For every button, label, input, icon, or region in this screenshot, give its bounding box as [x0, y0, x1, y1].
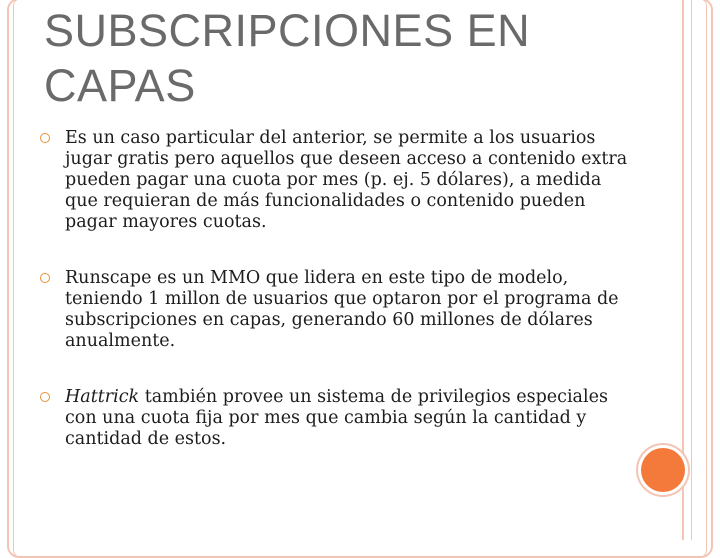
- bullet-list: [40, 128, 630, 450]
- bullet-item: [40, 387, 630, 450]
- bullet-text: Es un caso particular del anterior, se permite a los usuarios jugar gratis pero aquellos que deseen acceso a contenido extra pueden pagar una cuota por mes (p. ej. 5 dólares), a medida que requieran de más funcionalidades o contenido pueden pagar mayores cuotas.: [65, 128, 628, 232]
- bullet-emphasis: Hattrick: [65, 387, 140, 407]
- circle-bullet-icon: [40, 392, 50, 402]
- circle-bullet-icon: [40, 133, 50, 143]
- bullet-text: también provee un sistema de privilegios especiales con una cuota fija por mes que cambia según la cantidad y cantidad de estos.: [65, 387, 608, 449]
- bullet-text: Runscape es un MMO que lidera en este tipo de modelo, teniendo 1 millon de usuarios que optaron por el programa de subscripciones en capas, generando 60 millones de dólares anualmente.: [65, 268, 619, 351]
- right-border-line-thin: [691, 0, 692, 540]
- accent-circle-icon: [641, 448, 685, 492]
- bullet-item: [40, 268, 630, 352]
- circle-bullet-icon: [40, 273, 50, 283]
- slide-title: SUBSCRIPCIONES EN CAPAS: [44, 5, 531, 111]
- bullet-item: [40, 128, 630, 233]
